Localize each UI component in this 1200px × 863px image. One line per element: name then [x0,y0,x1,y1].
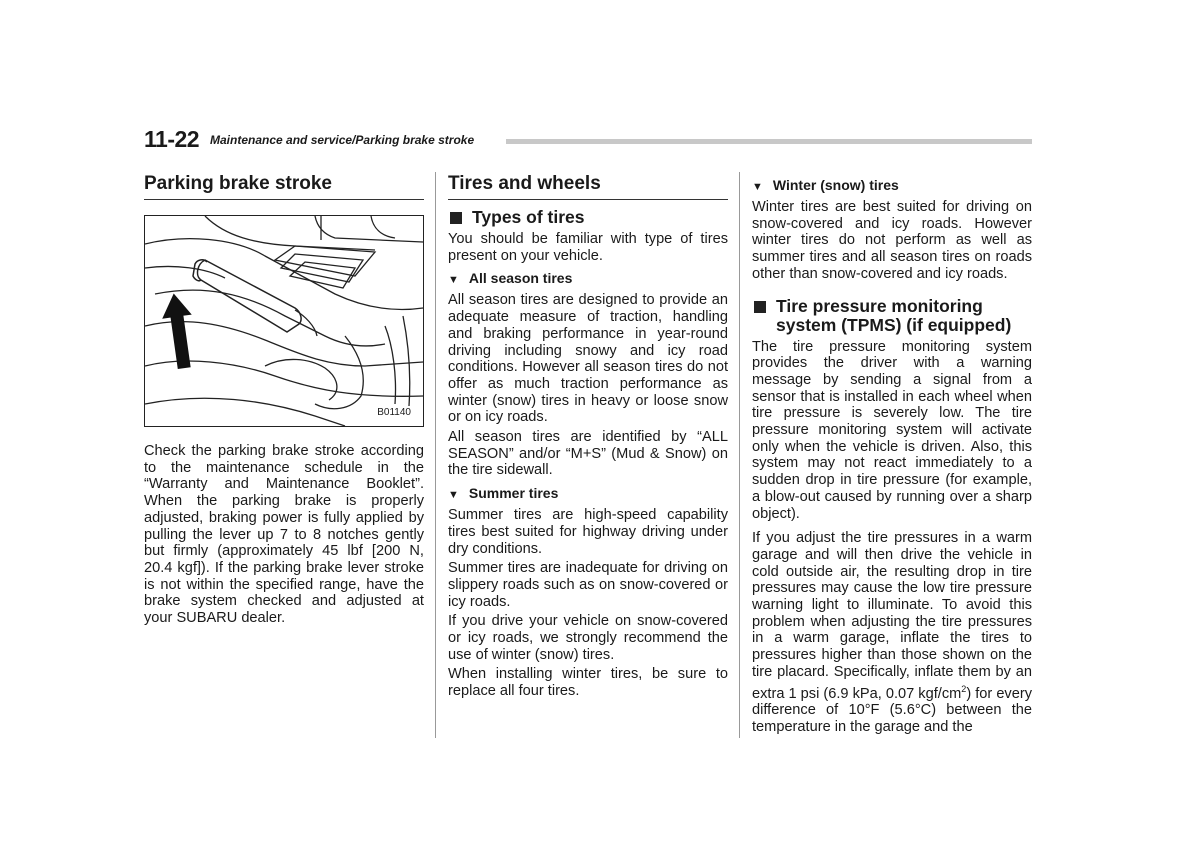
section-heading-tires-and-wheels: Tires and wheels [448,172,728,200]
paragraph: Summer tires are inadequate for driving on slippery roads such as on snow-covered or icy roads. [448,560,728,610]
paragraph: The tire pressure monitoring system provides the driver with a warning message by sending a signal from a sensor that is installed in each wheel when tire pressure is severely low. The tire pressure monitoring system will activate only when the vehicle is driven. Also, this system may not react immediately to a sudden drop in tire pressure (for example, a blow-out caused by running over a sharp object). [752,338,1032,522]
parking-brake-illustration [145,216,423,426]
figure-code: B01140 [377,407,411,418]
column-divider-1 [435,172,436,738]
square-bullet-icon [754,301,766,313]
subheading-winter-tires: ▼ Winter (snow) tires [752,177,1032,196]
triangle-bullet-icon: ▼ [448,489,459,502]
page-header [144,126,1032,152]
running-title: Maintenance and service/Parking brake stroke [210,133,475,147]
header-rule [506,139,1032,144]
subheading-summer-tires: ▼ Summer tires [448,485,728,504]
column-winter-tpms [752,172,1032,739]
column-tires-and-wheels [448,172,728,703]
paragraph: All season tires are designed to provide an adequate measure of traction, handling and braking performance in year-round driving including snowy and icy road conditions. However all season tires do not offer as much traction performance as winter (snow) tires in heavy or loose snow or on icy roads. [448,292,728,426]
subheading-all-season-tires: ▼ All season tires [448,270,728,289]
paragraph: Winter tires are best suited for driving on snow-covered and icy roads. However winter tires do not perform as well as summer tires and all season tires on roads other than snow-covered and icy roads. [752,199,1032,282]
column-parking-brake [144,172,424,630]
paragraph-tpms-warm-garage: If you adjust the tire pressures in a warm garage and will then drive the vehicle in cold outside air, the resulting drop in tire pressures may cause the low tire pressure warning light to illuminate. To avoid this problem when adjusting the tire pressures in a warm garage, inflate the tires to pressures higher than those shown on the tire placard. Specifically, inflate them by an extra 1 psi (6.9 kPa, 0.07 kgf/$cm^2$) for every difference of 10°F (5.6°C) between the temperature in the garage and the [752,530,1033,735]
paragraph: If you drive your vehicle on snow-covered or icy roads, we strongly recommend the use of winter (snow) tires. [448,613,728,663]
paragraph: All season tires are identified by “ALL SEASON” and/or “M+S” (Mud & Snow) on the tire sidewall. [448,429,728,479]
page-number: 11-22 [144,126,200,152]
parking-brake-paragraph: Check the parking brake stroke according to the maintenance schedule in the “Warranty and Maintenance Booklet”. When the parking brake is properly adjusted, braking power is fully applied by pulling the lever up 7 to 8 notches gently but firmly (approximately 45 lbf [200 N, 20.4 kgf]). If the parking brake lever stroke is not within the specified range, have the brake system checked and adjusted at your SUBARU dealer. [144,443,424,627]
paragraph: Summer tires are high-speed capability tires best suited for highway driving under dry conditions. [448,507,728,557]
triangle-bullet-icon: ▼ [752,181,763,193]
subheading-tpms: Tire pressure monitoring system (TPMS) (if equipped) [752,297,1032,335]
square-bullet-icon [450,212,462,224]
section-heading-parking-brake: Parking brake stroke [144,172,424,200]
triangle-bullet-icon: ▼ [448,274,459,287]
paragraph: You should be familiar with type of tires present on your vehicle. [448,231,728,264]
subheading-types-of-tires: Types of tires [448,208,728,227]
paragraph: When installing winter tires, be sure to replace all four tires. [448,666,728,700]
column-divider-2 [739,172,740,738]
parking-brake-figure [144,215,424,427]
